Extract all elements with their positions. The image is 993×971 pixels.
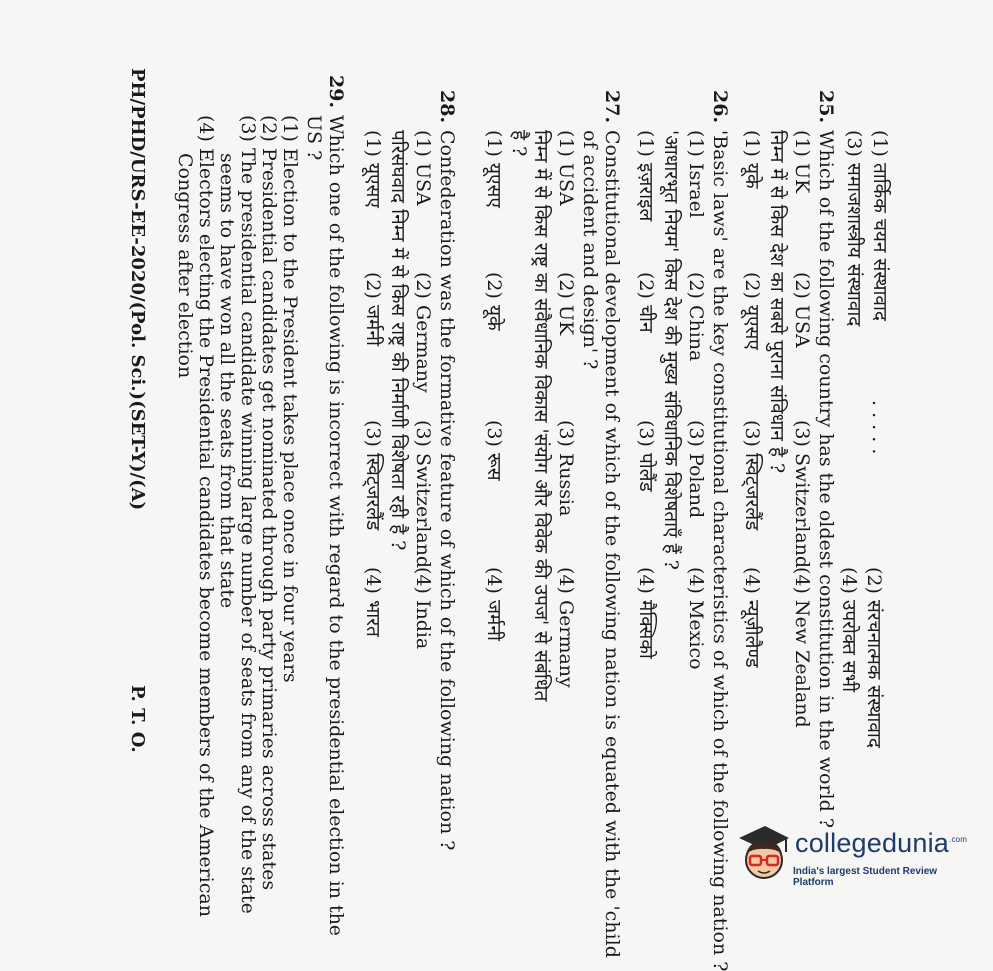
q25-question-en: Which of the following country has the oldest constitution in the world ? [815,130,837,829]
q29-option-4-line2: Congress after election [174,153,196,379]
q29-option-4-line1: (4) Electors electing the Presidential candidates become members of the American [195,115,217,917]
q26-option-en-4: (4) Mexico [685,567,707,670]
q27-option-hi-2: (2) यूके [483,272,505,331]
q28-question-en: Confederation was the formative feature of which of the following nation ? [436,130,458,851]
q26-option-hi-4: (4) मैक्सिको [635,567,657,659]
q25-option-en-3: (3) Switzerland [791,420,813,569]
collegedunia-watermark [735,820,968,890]
q29-question-line1: Which one of the following is incorrect with regard to the presidential election in the [325,115,347,937]
watermark-brand: collegedunia [795,828,950,858]
q29-number: 29. [325,75,347,109]
q29-option-3-line2: seems to have won all the seats from that state [216,153,238,609]
q27-question-en-line2: of accident and design' ? [579,130,601,370]
q25-option-hi-3: (3) स्विट्जरलैंड [741,420,763,531]
q25-question-hi: निम्न में से किस देश का सबसे पुराना संविधान है ? [766,130,788,474]
q26-question-en: 'Basic laws' are the key constitutional characteristics of which of the following nation ? [709,130,731,971]
q28-option-en-2: (2) Germany [412,272,434,393]
q28-question-hi: परिसंघवाद निम्न में से किस राष्ट्र की निर्माणी विशेषता रही है ? [387,130,409,551]
q27-option-en-4: (4) Germany [555,567,577,688]
q28-option-hi-1: (1) यूएसए [362,130,384,208]
q26-option-hi-1: (1) इज़राइल [635,130,657,222]
q26-question-hi: 'आधारभूत नियम' किस देश की मुख्य संविधानिक विशेषताएँ हैं ? [660,130,682,570]
q27-question-hi-line2: है ? [508,130,530,157]
q28-option-en-3: (3) Switzerland [412,420,434,569]
q28-option-hi-2: (2) जर्मनी [362,272,384,346]
page-turn-over: P. T. O. [127,685,148,753]
q27-option-hi-4: (4) जर्मनी [483,567,505,641]
watermark-suffix: .com [949,835,968,844]
q25-option-hi-1: (1) यूके [741,130,763,189]
q27-option-en-3: (3) Russia [555,420,577,517]
q29-question-line2: US ? [303,115,325,161]
q28-option-en-4: (4) India [412,567,434,650]
q27-option-hi-1: (1) यूएसए [483,130,505,208]
prev-option-dots: . . . . . [868,400,890,455]
q25-option-en-4: (4) New Zealand [791,567,813,728]
prev-option-4: (4) उपरोक्त सभी [838,567,860,693]
q28-option-hi-4: (4) भारत [362,567,384,637]
q25-option-en-1: (1) UK [791,130,813,194]
student-mascot-icon [735,820,793,884]
q25-option-hi-4: (4) न्यूज़ीलैण्ड [741,567,763,668]
q29-option-2: (2) Presidential candidates get nominated through party primaries across states [258,115,280,891]
q27-option-en-2: (2) UK [555,272,577,336]
q26-option-en-2: (2) China [685,272,707,362]
q28-number: 28. [436,90,458,124]
q29-option-3-line1: (3) The presidential candidate winning large number of seats from any of the state [237,115,259,914]
q27-question-hi-line1: निम्न में से किस राष्ट्र का संवैधानिक विकास 'संयोग और विवेक की उपज' से संबंधित [530,130,552,702]
q25-option-hi-2: (2) यूएसए [741,272,763,350]
q26-option-en-3: (3) Poland [685,420,707,519]
q28-option-hi-3: (3) स्विट्जरलैंड [362,420,384,531]
q26-number: 26. [709,90,731,124]
prev-option-1: (1) तार्किक चयन संस्थावाद [869,130,891,322]
q27-number: 27. [601,90,623,124]
q26-option-en-1: (1) Israel [685,130,707,218]
q26-option-hi-3: (3) पोलैंड [635,420,657,492]
q27-option-hi-3: (3) रूस [483,420,505,481]
q29-option-1: (1) Election to the President takes place once in four years [279,115,301,683]
q25-number: 25. [815,90,837,124]
q27-question-en-line1: Constitutional development of which of the following nation is equated with the 'child [601,130,623,958]
q27-option-en-1: (1) USA [555,130,577,206]
prev-option-2: (2) संरचनात्मक संस्थावाद [863,567,885,748]
q26-option-hi-2: (2) चीन [635,272,657,333]
q28-option-en-1: (1) USA [412,130,434,206]
page-footer-code: PH/PHD/URS-EE-2020/(Pol. Sci.)(SET-Y)/(A) [127,68,148,511]
prev-option-3: (3) समाजशास्त्रीय संस्थावाद [843,130,865,327]
watermark-tagline: India's largest Student Review Platform [793,866,938,888]
q25-option-en-2: (2) USA [791,272,813,348]
